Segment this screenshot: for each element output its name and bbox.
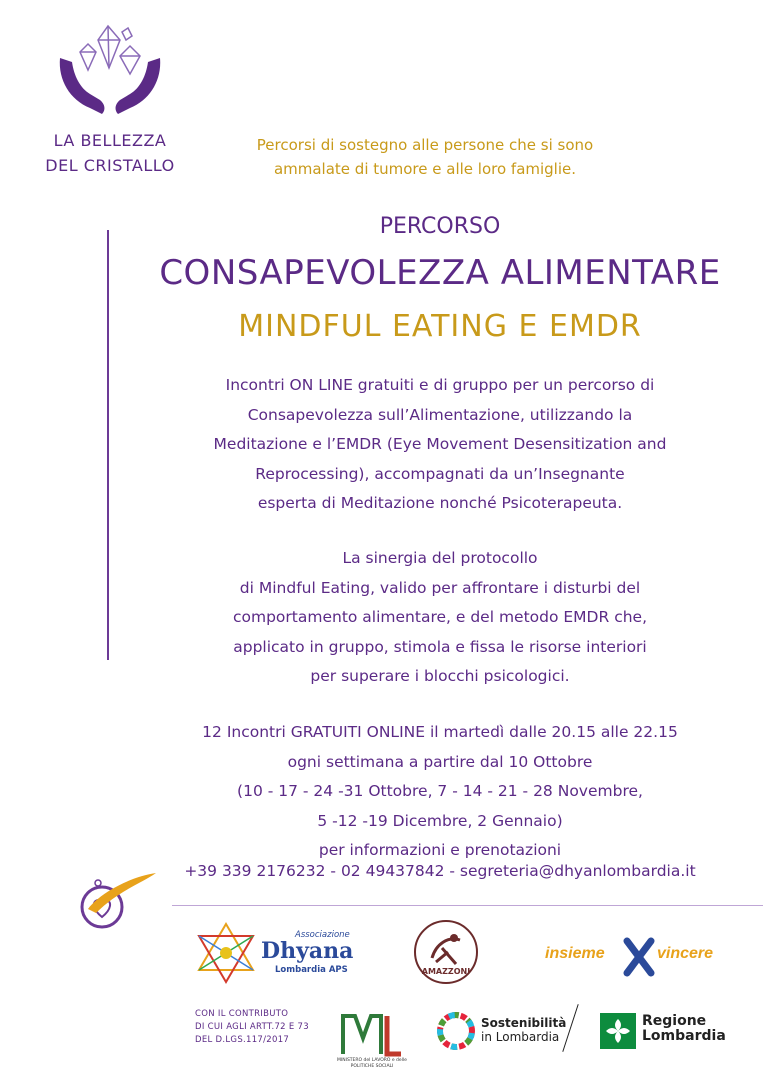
ministero-label: MINISTERO del LAVORO e delle POLITICHE SOCIALI: [337, 1058, 407, 1069]
text-line: DI CUI AGLI ARTT.72 E 73: [195, 1022, 309, 1032]
text-line: ogni settimana a partire dal 10 Ottobre: [287, 752, 593, 771]
dhyana-logo: [193, 920, 363, 986]
text-line: Incontri ON LINE gratuiti e di gruppo per un percorso di: [225, 376, 655, 394]
brand-name: [20, 128, 200, 178]
text-line: esperta di Meditazione nonché Psicoterapeuta.: [257, 494, 623, 512]
contribution-note: [195, 1008, 325, 1047]
text-line: Meditazione e l’EMDR (Eye Movement Desensitization and: [213, 435, 667, 453]
text-line: DEL D.LGS.117/2017: [195, 1035, 290, 1045]
text-line: di Mindful Eating, valido per affrontare i disturbi del: [239, 578, 641, 597]
crystal-hands-logo: [50, 18, 170, 128]
description-paragraph: [150, 371, 730, 519]
spoon-heart-icon: [78, 865, 158, 940]
x-icon: [623, 937, 655, 977]
vincere-label: vincere: [657, 945, 714, 962]
amazzoni-label: AMAZZONI: [421, 967, 471, 976]
insieme-vincere-logo: [545, 937, 735, 977]
synergy-paragraph: [150, 544, 730, 692]
insieme-label: insieme: [545, 945, 605, 962]
dhyana-subtitle: Lombardia APS: [275, 965, 348, 975]
contact-info[interactable]: +39 339 2176232 - 02 49437842 - segreteria@dhyanlombardia.it: [184, 862, 696, 880]
regione-line-2: Lombardia: [642, 1028, 726, 1044]
page-subtitle: MINDFUL EATING E EMDR: [238, 309, 642, 344]
page-title: CONSAPEVOLEZZA ALIMENTARE: [159, 253, 721, 293]
text-line: Consapevolezza sull’Alimentazione, utilizzando la: [247, 405, 633, 424]
tagline-line-1: Percorsi di sostegno alle persone che si sono: [256, 136, 594, 154]
dhyana-name: Dhyana: [261, 938, 354, 964]
sdg-wheel-icon: [437, 1012, 475, 1050]
schedule-paragraph: [150, 718, 730, 866]
regione-label: [642, 1014, 726, 1044]
tagline: [215, 133, 635, 181]
text-line: per superare i blocchi psicologici.: [310, 667, 570, 685]
text-line: CON IL CONTRIBUTO: [195, 1009, 289, 1019]
dhyana-star-icon: [193, 920, 259, 986]
text-line: per informazioni e prenotazioni: [318, 841, 562, 859]
text-line: comportamento alimentare, e del metodo EMDR che,: [232, 608, 647, 626]
title-kicker: PERCORSO: [379, 214, 501, 239]
brand-line-1: LA BELLEZZA: [53, 131, 167, 150]
text-line: Reprocessing), accompagnati da un’Insegnante: [255, 464, 625, 483]
brand-line-2: DEL CRISTALLO: [45, 156, 175, 175]
sostenibilita-label: [481, 1016, 566, 1044]
vertical-divider: [107, 230, 109, 660]
tagline-line-2: ammalate di tumore e alle loro famiglie.: [273, 160, 577, 178]
sostenibilita-line-1: Sostenibilità: [481, 1016, 567, 1030]
regione-cross-icon: [600, 1013, 636, 1049]
text-line: (10 - 17 - 24 -31 Ottobre, 7 - 14 - 21 - 28 Novembre,: [237, 782, 643, 800]
text-line: 12 Incontri GRATUITI ONLINE il martedì dalle 20.15 alle 22.15: [202, 723, 678, 741]
regione-line-1: Regione: [642, 1013, 707, 1029]
text-line: La sinergia del protocollo: [342, 549, 538, 567]
dhyana-association-label: Associazione: [295, 930, 350, 940]
footer-divider: [172, 905, 763, 906]
text-line: applicato in gruppo, stimola e fissa le risorse interiori: [233, 637, 647, 656]
sostenibilita-line-2: in Lombardia: [481, 1030, 560, 1044]
text-line: 5 -12 -19 Dicembre, 2 Gennaio): [317, 811, 563, 830]
